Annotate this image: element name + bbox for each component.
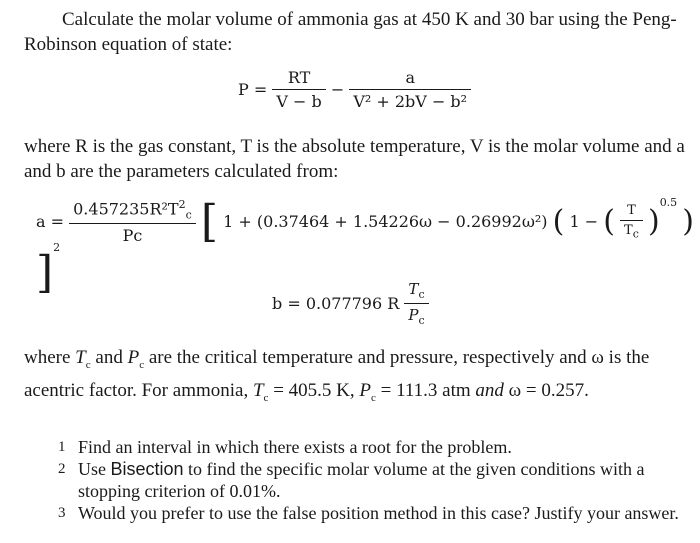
eq-p-num2: a <box>349 68 471 90</box>
eq-a-left-paren: ( <box>552 204 565 239</box>
question-1 <box>58 436 690 458</box>
question-2-prefix: Use <box>78 459 111 479</box>
eq-p-lhs: P = <box>238 80 268 99</box>
eq-b-den-sub: c <box>418 314 425 327</box>
eq-p-num1: RT <box>272 68 325 90</box>
crit-text-6: ω = 0.257. <box>503 379 589 401</box>
peng-robinson-equation <box>238 68 471 116</box>
question-2 <box>58 458 690 502</box>
eq-b-den <box>404 304 428 327</box>
crit-tc2: T <box>252 379 264 401</box>
eq-b-fraction <box>404 280 428 327</box>
eq-b-num-sub: c <box>418 288 425 301</box>
eq-a-right-paren: ) <box>682 204 694 239</box>
crit-tc: T <box>75 347 86 368</box>
eq-p-minus: − <box>330 80 345 99</box>
crit-pc2: P <box>359 379 371 401</box>
question-2-highlight: Bisection <box>110 459 184 479</box>
question-3-text: Would you prefer to use the false position method in this case? Justify your answer. <box>78 503 679 523</box>
eq-p-fraction-1 <box>272 68 325 111</box>
question-3-number: 3 <box>58 505 66 521</box>
crit-text-3: are the critical temperature and pressure, respectively and ω is the acentric factor. For ammonia, <box>24 347 650 401</box>
question-2-text: to find the specific molar volume at the given conditions with a stopping criterion of 0.01%. <box>78 459 645 501</box>
eq-b-den-main: P <box>408 306 419 324</box>
question-3 <box>58 502 690 524</box>
eq-b-num <box>404 280 428 304</box>
eq-a-inner-left-paren: ( <box>603 204 615 239</box>
crit-text-1: where <box>24 347 76 368</box>
crit-text-4: = 405.5 K, <box>268 379 360 401</box>
eq-a-t-over-tc <box>620 203 643 241</box>
crit-pc-sub: c <box>139 358 145 371</box>
eq-a-tc-sub: c <box>632 227 639 241</box>
eq-p-den1: V − b <box>276 92 322 111</box>
problem-description: where R is the gas constant, T is the absolute temperature, V is the molar volume and a and b are the parameters calculated from: <box>24 136 685 182</box>
eq-a-num-sub: c <box>185 208 192 222</box>
eq-a-num <box>69 198 196 225</box>
crit-and: and <box>475 379 504 401</box>
eq-p-den2: V² + 2bV − b² <box>353 92 468 111</box>
eq-a-fraction <box>69 198 196 246</box>
crit-text-5: = 111.3 atm <box>375 379 476 401</box>
eq-a-lhs: a = <box>36 212 65 231</box>
eq-a-inner-right-paren: ) <box>647 204 660 239</box>
question-1-number: 1 <box>58 439 66 455</box>
problem-intro: Calculate the molar volume of ammonia gas at 450 K and 30 bar using the Peng-Robinson equation of state: <box>24 9 677 55</box>
eq-a-right-bracket: ] <box>36 247 54 298</box>
eq-b-num-main: T <box>408 280 419 298</box>
eq-a-bracket-body: 1 + (0.37464 + 1.54226ω − 0.26992ω²) <box>223 212 548 231</box>
eq-a-inner: 1 − <box>569 212 599 231</box>
question-1-text: Find an interval in which there exists a root for the problem. <box>78 437 512 457</box>
crit-tc2-sub: c <box>263 391 269 404</box>
eq-a-tc-main: T <box>624 222 633 238</box>
crit-text-2: and <box>90 347 128 368</box>
parameter-a-equation <box>36 195 700 298</box>
crit-pc: P <box>127 347 140 368</box>
eq-a-t: T <box>620 203 643 221</box>
eq-b-lhs: b = 0.077796 R <box>272 294 400 313</box>
parameter-b-equation <box>272 280 429 336</box>
eq-a-num-main: 0.457235R²T <box>73 199 179 219</box>
eq-p-fraction-2 <box>349 68 471 111</box>
eq-a-left-bracket: [ <box>200 196 219 247</box>
critical-properties-text <box>24 345 686 411</box>
crit-tc-sub: c <box>85 358 91 371</box>
crit-pc2-sub: c <box>370 391 376 404</box>
eq-a-exp-inner: 0.5 <box>659 195 678 209</box>
eq-a-den: Pc <box>122 226 143 246</box>
eq-a-tc <box>620 221 643 241</box>
question-2-number: 2 <box>58 461 66 477</box>
eq-a-num-sup: 2 <box>178 197 186 211</box>
eq-a-exp-outer: 2 <box>53 240 61 254</box>
